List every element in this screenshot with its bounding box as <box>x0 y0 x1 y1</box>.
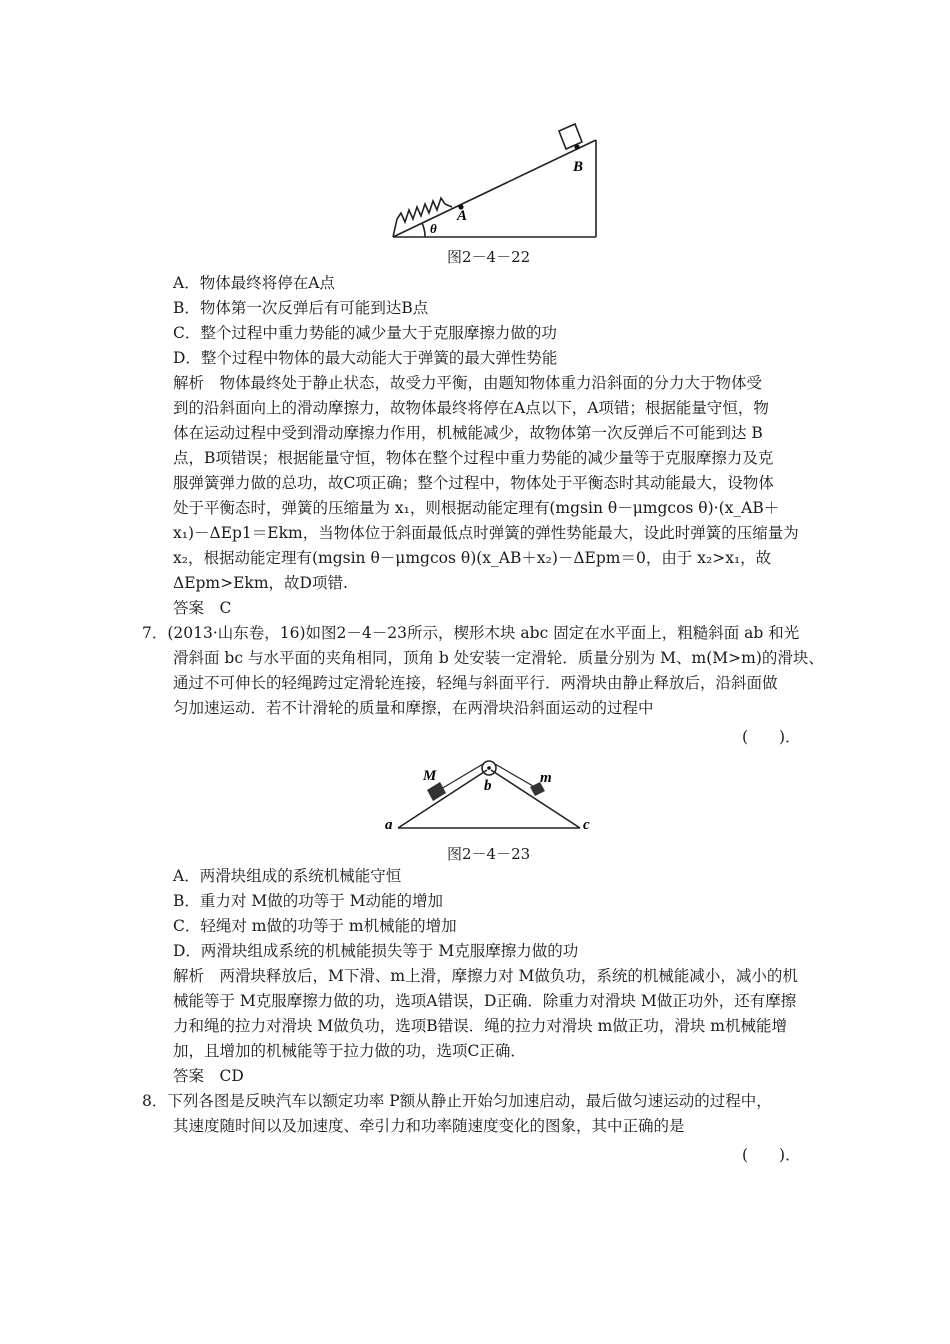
incline-slope <box>393 140 596 237</box>
q6-answer: 答案 C <box>173 599 232 617</box>
q6-analysis-line: ΔEpm>Ekm，故D项错. <box>173 574 348 592</box>
label-theta: θ <box>430 221 437 236</box>
spring-wall <box>393 219 397 237</box>
q7-option-d: D．两滑块组成系统的机械能损失等于 M克服摩擦力做的功 <box>173 942 579 960</box>
spring-rod <box>445 204 452 207</box>
q7-stem-line: 匀加速运动．若不计滑轮的质量和摩擦，在两滑块沿斜面运动的过程中 <box>173 699 654 717</box>
q8-stem-line: 其速度随时间以及加速度、牵引力和功率随速度变化的图象，其中正确的是 <box>173 1117 685 1135</box>
spring <box>397 198 445 222</box>
q6-analysis-line: 体在运动过程中受到滑动摩擦力作用，机械能减少，故物体第一次反弹后不可能到达 B <box>173 424 763 442</box>
q6-analysis-line: 处于平衡态时，弹簧的压缩量为 x₁，则根据动能定理有(mgsin θ－μmgcos θ)·(x_AB＋ <box>173 499 780 517</box>
q6-option-b: B．物体第一次反弹后有可能到达B点 <box>173 299 429 317</box>
figure-caption-1: 图2－4－22 <box>447 248 531 266</box>
q7-analysis-line: 械能等于 M克服摩擦力做的功，选项A错误，D正确．除重力对滑块 M做正功外，还有摩擦 <box>173 992 797 1010</box>
q6-analysis-line: x₂，根据动能定理有(mgsin θ－μmgcos θ)(x_AB＋x₂)－ΔEpm＝0，由于 x₂>x₁，故 <box>173 549 772 567</box>
q6-option-c: C．整个过程中重力势能的减少量大于克服摩擦力做的功 <box>173 324 557 342</box>
q7-stem-line: 7．(2013·山东卷，16)如图2－4－23所示，楔形木块 abc 固定在水平面上，粗糙斜面 ab 和光 <box>142 624 800 642</box>
point-b-dot <box>574 144 579 149</box>
label-c2: c <box>583 817 590 833</box>
q7-analysis-line: 加，且增加的机械能等于拉力做的功，选项C正确． <box>173 1042 526 1060</box>
q7-answer: 答案 CD <box>173 1067 244 1085</box>
wedge-ab <box>398 770 487 828</box>
label-m: m <box>540 770 552 786</box>
label-b: B <box>573 159 584 175</box>
label-M: M <box>423 768 437 784</box>
q7-stem-line: 通过不可伸长的轻绳跨过定滑轮连接，轻绳与斜面平行．两滑块由静止释放后，沿斜面做 <box>173 674 778 692</box>
q8-stem-line: 8．下列各图是反映汽车以额定功率 P额从静止开始匀加速启动，最后做匀速运动的过程中， <box>142 1092 772 1110</box>
q7-stem-line: 滑斜面 bc 与水平面的夹角相同，顶角 b 处安装一定滑轮．质量分别为 M、m(M>m)的滑块、 <box>173 649 824 667</box>
rope-right <box>495 764 533 786</box>
q6-analysis-line: x₁)－ΔEp1＝Ekm，当物体位于斜面最低点时弹簧的弹性势能最大，设此时弹簧的压缩量为 <box>173 524 799 542</box>
q6-option-d: D．整个过程中物体的最大动能大于弹簧的最大弹性势能 <box>173 349 558 367</box>
label-a2: a <box>385 817 393 833</box>
incline-diagram <box>393 124 596 237</box>
q7-analysis-line: 解析 两滑块释放后，M下滑、m上滑，摩擦力对 M做负功，系统的机械能减小，减小的机 <box>173 967 798 985</box>
q7-option-a: A．两滑块组成的系统机械能守恒 <box>173 867 402 885</box>
figure-caption-2: 图2－4－23 <box>447 845 531 863</box>
label-a: A <box>457 208 468 224</box>
theta-arc <box>422 223 425 237</box>
q7-answer-blank: ( )． <box>742 728 801 746</box>
q7-analysis-line: 力和绳的拉力对滑块 M做负功，选项B错误．绳的拉力对滑块 m做正功，滑块 m机械能增 <box>173 1017 787 1035</box>
q6-analysis-line: 解析 物体最终处于静止状态，故受力平衡，由题知物体重力沿斜面的分力大于物体受 <box>173 374 763 392</box>
wedge-bc <box>491 770 580 828</box>
q8-answer-blank: ( )． <box>742 1146 801 1164</box>
q7-option-b: B．重力对 M做的功等于 M动能的增加 <box>173 892 443 910</box>
q6-analysis-line: 到的沿斜面向上的滑动摩擦力，故物体最终将停在A点以下，A项错；根据能量守恒，物 <box>173 399 769 417</box>
q6-analysis-line: 点，B项错误；根据能量守恒，物体在整个过程中重力势能的减少量等于克服摩擦力及克 <box>173 449 774 467</box>
q7-option-c: C．轻绳对 m做的功等于 m机械能的增加 <box>173 917 457 935</box>
q6-option-a: A．物体最终将停在A点 <box>173 274 335 292</box>
pulley-axle <box>487 766 491 770</box>
q6-analysis-line: 服弹簧弹力做的总功，故C项正确；整个过程中，物体处于平衡态时其动能最大，设物体 <box>173 474 774 492</box>
label-b2: b <box>484 778 492 794</box>
